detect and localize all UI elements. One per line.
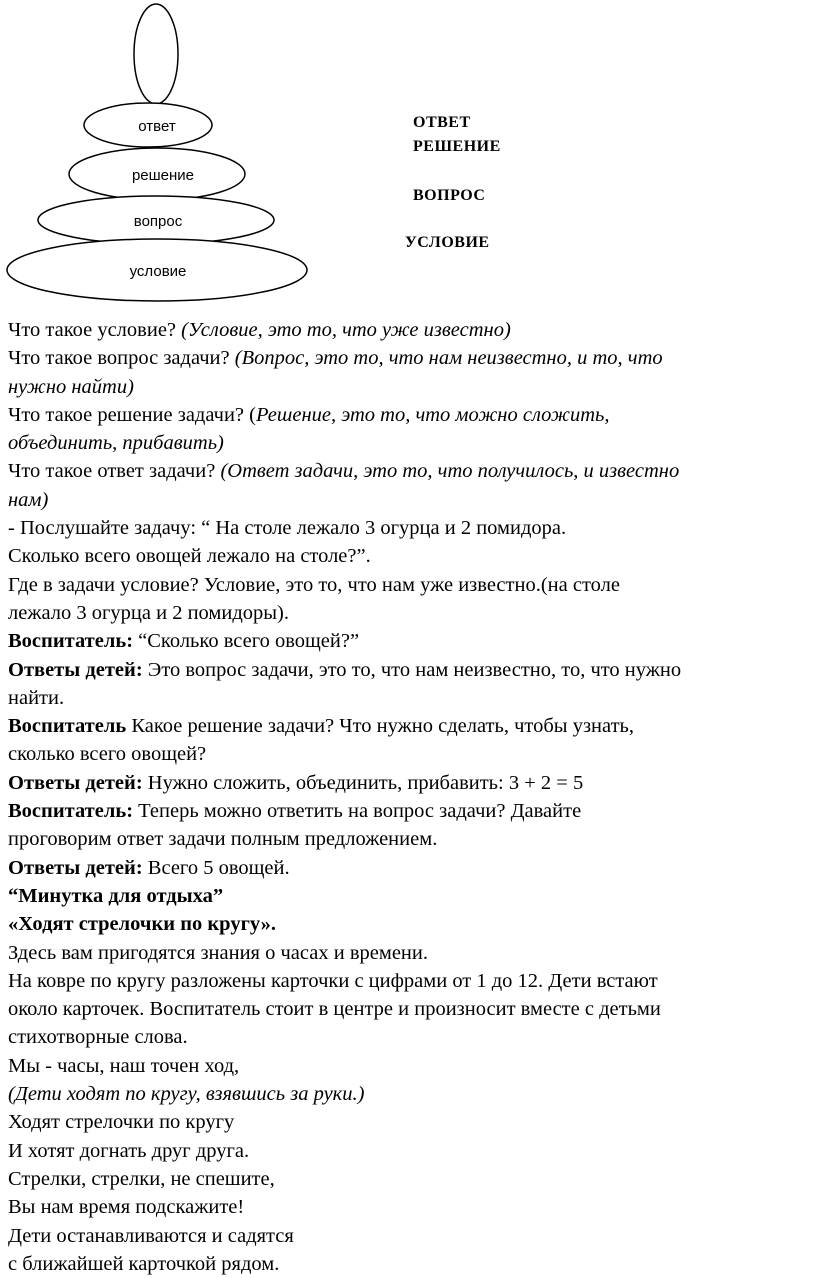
text-line <box>8 1250 812 1278</box>
text-line <box>8 1222 812 1250</box>
italic-text: Решение, это то, что можно сложить, <box>255 403 610 426</box>
text-line <box>8 599 812 627</box>
text-line <box>8 684 812 712</box>
italic-text: объединить, прибавить) <box>8 432 224 455</box>
plain-text: Сколько всего овощей лежало на столе?”. <box>8 545 371 568</box>
plain-text: Дети останавливаются и садятся <box>8 1224 294 1247</box>
plain-text: найти. <box>8 686 65 709</box>
plain-text: Что такое ответ задачи? <box>8 460 221 483</box>
plain-text: Вы нам время подскажите! <box>8 1196 245 1219</box>
plain-text: “Сколько всего овощей?” <box>133 630 360 653</box>
ellipse-label-solution: решение <box>131 167 195 184</box>
italic-text: (Условие, это то, что уже известно) <box>181 319 511 341</box>
text-line <box>8 712 812 740</box>
ellipse-label-condition: условие <box>129 263 187 280</box>
text-line <box>8 656 812 684</box>
plain-text: Где в задачи условие? Условие, это то, что нам уже известно.(на столе <box>8 573 620 596</box>
plain-text: Всего 5 овощей. <box>142 856 290 879</box>
plain-text: Ходят стрелочки по кругу <box>8 1111 235 1134</box>
text-line <box>8 401 812 429</box>
text-line <box>8 854 812 882</box>
plain-text: стихотворные слова. <box>8 1026 188 1049</box>
plain-text: Здесь вам пригодятся знания о часах и времени. <box>8 941 428 964</box>
plain-text: На ковре по кругу разложены карточки с цифрами от 1 до 12. Дети встают <box>8 969 658 992</box>
plain-text: сколько всего овощей? <box>8 743 207 766</box>
text-line <box>8 1193 812 1221</box>
plain-text: - Послушайте задачу: “ На столе лежало 3 огурца и 2 помидора. <box>8 517 567 540</box>
text-line <box>8 995 812 1023</box>
text-line <box>8 344 812 372</box>
text-line <box>8 571 812 599</box>
plain-text: Нужно сложить, объединить, прибавить: 3 + 2 = 5 <box>142 771 584 794</box>
bold-text: Воспитатель: <box>8 630 134 653</box>
plain-text: около карточек. Воспитатель стоит в центре и произносит вместе с детьми <box>8 998 661 1021</box>
plain-text: Стрелки, стрелки, не спешите, <box>8 1167 275 1190</box>
plain-text: Что такое решение задачи? ( <box>8 403 256 426</box>
text-line <box>8 627 812 655</box>
text-line <box>8 967 812 995</box>
italic-text: нужно найти) <box>8 375 134 398</box>
plain-text: с ближайшей карточкой рядом. <box>8 1252 280 1275</box>
text-line <box>8 939 812 967</box>
text-line <box>8 1137 812 1165</box>
ellipse-label-question: вопрос <box>133 213 183 230</box>
side-label-solution: РЕШЕНИЕ <box>413 138 501 155</box>
text-line <box>8 514 812 542</box>
text-line <box>8 1052 812 1080</box>
italic-text: (Дети ходят по кругу, взявшись за руки.) <box>8 1083 365 1106</box>
text-line <box>8 457 812 485</box>
italic-text: (Вопрос, это то, что нам неизвестно, и то, что <box>234 347 663 370</box>
text-line <box>8 825 812 853</box>
bold-text: “Минутка для отдыха” <box>8 884 224 907</box>
side-label-condition: УСЛОВИЕ <box>405 234 490 251</box>
plain-text: Это вопрос задачи, это то, что нам неизвестно, то, что нужно <box>142 658 682 681</box>
text-line <box>8 740 812 768</box>
ellipse-label-answer: ответ <box>138 118 176 135</box>
bold-text: Ответы детей: <box>8 856 143 879</box>
text-line <box>8 769 812 797</box>
bold-text: Воспитатель <box>8 715 127 738</box>
text-line <box>8 1023 812 1051</box>
plain-text: Теперь можно ответить на вопрос задачи? Давайте <box>133 800 582 823</box>
text-line <box>8 486 812 514</box>
bold-text: «Ходят стрелочки по кругу». <box>8 913 277 936</box>
plain-text: проговорим ответ задачи полным предложением. <box>8 828 438 851</box>
text-line <box>8 797 812 825</box>
bold-text: Ответы детей: <box>8 658 143 681</box>
italic-text: нам) <box>8 488 49 511</box>
text-line <box>8 1080 812 1108</box>
document-text <box>8 316 812 1278</box>
top-ellipse <box>134 4 178 104</box>
plain-text: Какое решение задачи? Что нужно сделать, чтобы узнать, <box>126 715 635 738</box>
text-line <box>8 1108 812 1136</box>
plain-text: Что такое вопрос задачи? <box>8 347 235 370</box>
side-label-answer: ОТВЕТ <box>413 114 471 131</box>
bold-text: Ответы детей: <box>8 771 143 794</box>
plain-text: Что такое условие? <box>8 319 182 341</box>
italic-text: (Ответ задачи, это то, что получилось, и известно <box>220 460 680 483</box>
text-line <box>8 542 812 570</box>
text-line <box>8 910 812 938</box>
text-line <box>8 882 812 910</box>
plain-text: Мы - часы, наш точен ход, <box>8 1054 240 1077</box>
text-line <box>8 316 812 344</box>
bold-text: Воспитатель: <box>8 800 134 823</box>
text-line <box>8 1165 812 1193</box>
plain-text: И хотят догнать друг друга. <box>8 1139 250 1162</box>
plain-text: лежало 3 огурца и 2 помидоры). <box>8 601 290 624</box>
text-line <box>8 373 812 401</box>
side-label-question: ВОПРОС <box>413 187 486 204</box>
text-line <box>8 429 812 457</box>
